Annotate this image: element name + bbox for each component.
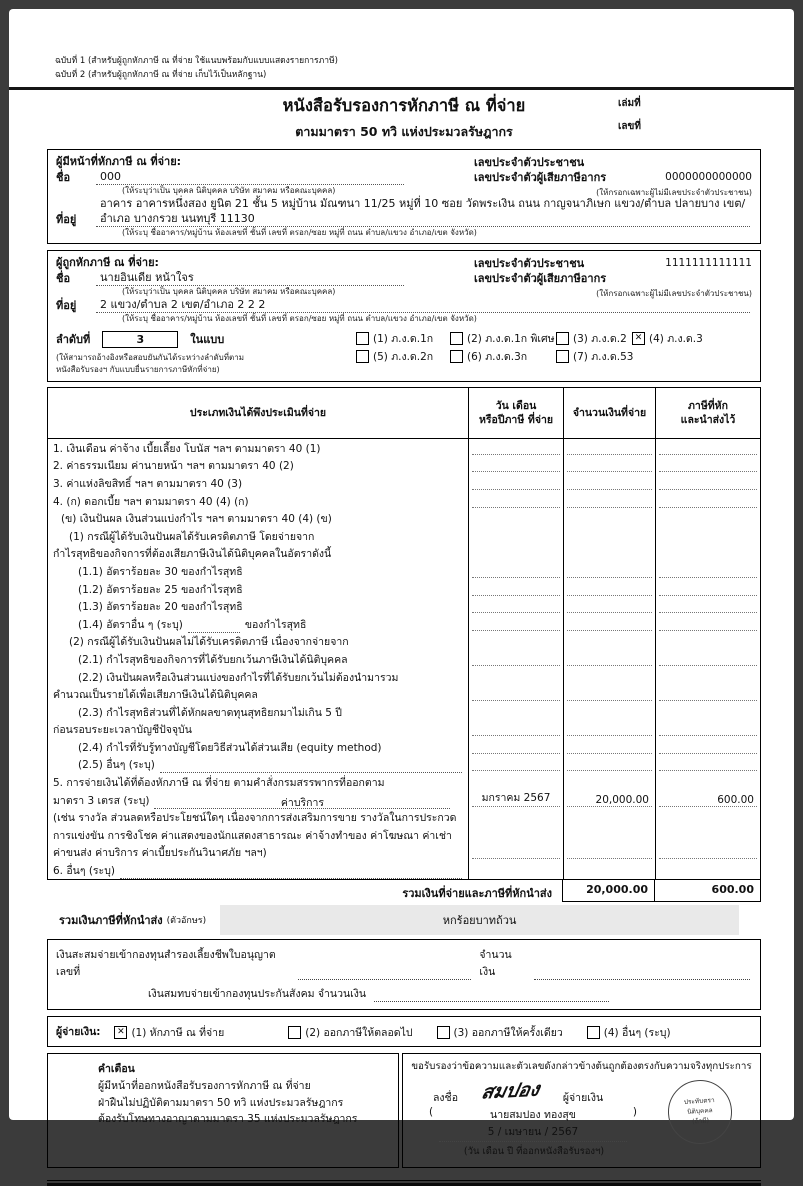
warning-line: ฝ่าฝืนไม่ปฏิบัติตามมาตรา 50 ทวิ แห่งประมวลรัษฎากร [98,1096,344,1109]
income-date-cell [468,545,563,563]
income-tax-cell [655,668,760,686]
income-item-label: กำไรสุทธิของกิจการที่ต้องเสียภาษีเงินได้นิติบุคคลในอัตราดังนี้ [53,548,332,561]
payee-citizen-id-value: 1111111111111 [665,257,752,270]
income-date-cell [468,738,563,756]
checkbox-checked-icon[interactable]: ✕ [114,1026,127,1039]
income-tax-cell [655,439,760,457]
checkbox-label: (2) ออกภาษีให้ตลอดไป [305,1027,413,1040]
income-tax-cell [655,510,760,528]
signer-name: นายสมปอง ทองสุข [490,1109,576,1122]
social-security-amount-field[interactable] [374,989,609,1002]
payee-name-field[interactable]: นายอินเดีย หน้าใจร [96,270,404,286]
certificate-date-field[interactable]: 5 / เมษายน / 2567 [439,1123,627,1142]
income-date-cell [468,580,563,598]
checkbox-checked-icon[interactable]: ✕ [632,332,645,345]
income-amount-cell: 20,000.00 [563,791,655,809]
checkbox-label: (6) ภ.ง.ด.3ก [467,351,528,364]
citizen-id-label: เลขประจำตัวประชาชน [474,257,585,271]
fill-in-value[interactable]: ค่าบริการ [154,795,450,809]
signer-role-label: ผู้จ่ายเงิน [562,1092,604,1105]
income-item-label: 1. เงินเดือน ค่าจ้าง เบี้ยเลี้ยง โบนัส ฯลฯ ตามมาตรา 40 (1) [53,442,321,455]
income-amount-cell [563,686,655,704]
payer-id-column [474,155,752,199]
copy-notes [9,9,794,82]
warning-title: คำเตือน [98,1063,135,1076]
income-amount-cell [563,738,655,756]
checkbox-label: (1) ภ.ง.ด.1ก [373,333,434,346]
checkbox-icon[interactable] [587,1026,600,1039]
income-tax-cell [655,527,760,545]
income-amount-cell [563,703,655,721]
column-header-tax: ภาษีที่หัก และนำส่งไว้ [655,388,760,438]
income-item-label: ก่อนรอบระยะเวลาบัญชีปัจจุบัน [53,724,192,737]
amount-label: จำนวนเงิน [479,949,512,979]
income-date-cell [468,474,563,492]
income-item-label: 2. ค่าธรรมเนียม ค่านายหน้า ฯลฯ ตามมาตรา 40 (2) [53,460,294,473]
income-date-cell: มกราคม 2567 [468,791,563,809]
warning-line: ผู้มีหน้าที่ออกหนังสือรับรองการหักภาษี ณ ที่จ่าย [98,1079,311,1092]
form-title: หนังสือรับรองการหักภาษี ณ ที่จ่าย [282,96,526,116]
income-item-label: (2) กรณีผู้ได้รับเงินปันผลไม่ได้รับเครดิตภาษี เนื่องจากจ่ายจาก [69,636,349,649]
provident-fund-label: เงินสะสมจ่ายเข้ากองทุนสำรองเลี้ยงชีพใบอนุญาตเลขที่ [56,949,276,979]
checkbox-option[interactable] [450,348,556,365]
social-security-label: เงินสมทบจ่ายเข้ากองทุนประกันสังคม จำนวนเงิน [148,988,367,1001]
income-tax-cell [655,545,760,563]
payer-of-funds-label: ผู้จ่ายเงิน: [56,1026,101,1039]
address-caption: (ให้ระบุ ชื่ออาคาร/หมู่บ้าน ห้องเลขที่ ชั้นที่ เลขที่ ตรอก/ซอย หมู่ที่ ถนน ตำบล/แขวง อำเภอ/เขต จังหวัด) [122,314,477,324]
income-item-label: 5. การจ่ายเงินได้ที่ต้องหักภาษี ณ ที่จ่าย ตามคำสั่งกรมสรรพากรที่ออกตาม [53,777,385,790]
payer-section-title: ผู้มีหน้าที่หักภาษี ณ ที่จ่าย: [56,155,182,169]
income-tax-cell [655,703,760,721]
income-item-label: (2.2) เงินปันผลหรือเงินส่วนแบ่งของกำไรที่ได้รับยกเว้นไม่ต้องนำมารวม [78,671,399,684]
checkbox-icon[interactable] [450,332,463,345]
checkbox-label: (3) ภ.ง.ด.2 [573,333,627,346]
in-form-label: ในแบบ [190,333,225,347]
income-tax-cell [655,474,760,492]
checkbox-option[interactable] [556,330,632,347]
income-item-label: การแข่งขัน การชิงโชค ค่าแสดงของนักแสดงสาธารณะ ค่าจ้างทำของ ค่าโฆษณา ค่าเช่า [53,829,452,842]
total-tax-value: 600.00 [654,880,761,902]
total-in-words-value: หกร้อยบาทถ้วน [220,905,739,935]
income-amount-cell [563,826,655,844]
income-amount-cell [563,562,655,580]
fill-in-line[interactable] [188,619,240,633]
provident-amount-field[interactable] [534,967,750,980]
income-tax-cell [655,686,760,704]
income-item-label: (1.2) อัตราร้อยละ 25 ของกำไรสุทธิ [78,583,243,596]
tax-id-label: เลขประจำตัวผู้เสียภาษีอากร [474,272,607,286]
income-item-label: ค่าขนส่ง ค่าบริการ ค่าเบี้ยประกันวินาศภัย ฯลฯ) [53,847,267,860]
income-amount-cell [563,527,655,545]
checkbox-option[interactable] [356,348,450,365]
income-amount-cell [563,668,655,686]
certification-box [402,1053,761,1168]
income-date-cell [468,439,563,457]
payer-section [47,149,761,244]
form-subtitle: ตามมาตรา 50 ทวิ แห่งประมวลรัษฎากร [295,124,513,140]
income-amount-cell [563,809,655,827]
income-tax-cell [655,650,760,668]
income-item-label: (2.1) กำไรสุทธิของกิจการที่ได้รับยกเว้นภาษีเงินได้นิติบุคคล [78,653,348,666]
income-tax-cell [655,773,760,791]
tax-id-label: เลขประจำตัวผู้เสียภาษีอากร [474,171,607,185]
income-amount-cell [563,756,655,774]
income-tax-cell [655,580,760,598]
income-item-label: (1.4) อัตราอื่น ๆ (ระบุ) ของกำไรสุทธิ [78,618,307,631]
income-tax-cell [655,756,760,774]
income-amount-cell [563,633,655,651]
income-tax-cell [655,844,760,862]
date-caption: (วัน เดือน ปี ที่ออกหนังสือรับรองฯ) [463,1146,605,1158]
income-date-cell [468,527,563,545]
payee-id-column [474,256,752,300]
income-date-cell [468,598,563,616]
income-item-label: (1.1) อัตราร้อยละ 30 ของกำไรสุทธิ [78,565,243,578]
income-table-body [48,439,760,879]
income-tax-cell: 600.00 [655,791,760,809]
sequence-note: (ให้สามารถอ้างอิงหรือสอบยันกันได้ระหว่างลำดับที่ตาม หนังสือรับรองฯ กับแบบยื่นรายการภาษีหักที่จ่าย) [56,353,244,375]
income-tax-cell [655,562,760,580]
payment-type-section [47,1016,761,1047]
income-date-cell [468,844,563,862]
document-number-label: เลขที่ [618,121,641,133]
signature: สมปอง [479,1078,542,1104]
checkbox-icon[interactable] [437,1026,450,1039]
income-tax-cell [655,457,760,475]
checkbox-option[interactable] [587,1024,671,1041]
funds-section [47,939,761,1010]
income-date-cell [468,809,563,827]
income-item-label: (ข) เงินปันผล เงินส่วนแบ่งกำไร ฯลฯ ตามมาตรา 40 (4) (ข) [61,513,332,526]
income-tax-cell [655,826,760,844]
payee-section-title: ผู้ถูกหักภาษี ณ ที่จ่าย: [56,256,159,270]
total-words-sublabel: (ตัวอักษร) [166,916,207,927]
sign-label: ลงชื่อ [433,1092,458,1105]
bottom-section [47,1053,761,1168]
income-tax-cell [655,738,760,756]
copy-note-2: ฉบับที่ 2 (สำหรับผู้ถูกหักภาษี ณ ที่จ่าย เก็บไว้เป็นหลักฐาน) [55,69,267,80]
income-amount-cell [563,439,655,457]
income-date-cell [468,562,563,580]
income-amount-cell [563,492,655,510]
income-date-cell [468,756,563,774]
checkbox-icon[interactable] [356,350,369,363]
checkbox-option[interactable] [556,348,632,365]
income-item-label: (1.3) อัตราร้อยละ 20 ของกำไรสุทธิ [78,601,243,614]
column-header-date: วัน เดือน หรือปีภาษี ที่จ่าย [468,388,563,438]
income-item-label: (2.3) กำไรสุทธิส่วนที่ได้หักผลขาดทุนสุทธิยกมาไม่เกิน 5 ปี [78,706,342,719]
fill-in-line[interactable] [120,865,462,879]
income-tax-cell [655,809,760,827]
book-number-label: เล่มที่ [618,98,641,110]
checkbox-option[interactable] [288,1024,412,1041]
income-date-cell [468,686,563,704]
income-date-cell [468,703,563,721]
total-amount-value: 20,000.00 [562,880,654,902]
checkbox-label: (1) หักภาษี ณ ที่จ่าย [131,1027,225,1040]
warning-box [47,1053,399,1168]
income-amount-cell [563,474,655,492]
sequence-label: ลำดับที่ [56,333,91,347]
income-item-label: 4. (ก) ดอกเบี้ย ฯลฯ ตามมาตรา 40 (4) (ก) [53,495,249,508]
sequence-row [56,330,752,376]
income-item-label: (2.5) อื่นๆ (ระบุ) [48,756,468,774]
income-amount-cell [563,598,655,616]
income-tax-cell [655,861,760,879]
income-item-label: (1) กรณีผู้ได้รับเงินปันผลได้รับเครดิตภาษี โดยจ่ายจาก [69,530,315,543]
checkbox-option[interactable] [450,330,556,347]
document-page [9,9,794,1158]
payer-address-field[interactable]: อาคาร อาคารหนึ่งสอง ยูนิต 21 ชั้น 5 หมู่บ้าน มัณฑนา 11/25 หมู่ที่ 10 ซอย วัดพระเงิน ถนน กาญจนาภิเษก แขวง/ตำบล ปลายบาง เขต/อำเภอ บางกรวย นนทบุรี 11130 [96,196,750,227]
income-date-cell [468,492,563,510]
sequence-number-box[interactable]: 3 [102,331,178,348]
checkbox-icon[interactable] [450,350,463,363]
payee-address-field[interactable]: 2 แขวง/ตำบล 2 เขต/อำเภอ 2 2 2 [96,297,750,313]
income-item-label: 6. อื่นๆ (ระบุ) [48,861,468,879]
income-date-cell [468,510,563,528]
provident-license-field[interactable] [298,967,471,980]
payee-section [47,250,761,382]
checkbox-label: (3) ออกภาษีให้ครั้งเดียว [453,1027,563,1040]
income-tax-cell [655,492,760,510]
income-item-label: คำนวณเป็นรายได้เพื่อเสียภาษีเงินได้นิติบุคคล [53,689,258,702]
copy-note-1: ฉบับที่ 1 (สำหรับผู้ถูกหักภาษี ณ ที่จ่าย ใช้แนบพร้อมกับแบบแสดงรายการภาษี) [55,56,338,66]
form-header [47,90,761,145]
income-amount-cell [563,844,655,862]
checkbox-option[interactable] [632,330,752,347]
address-label: ที่อยู่ [56,213,77,227]
name-caption: (ให้ระบุว่าเป็น บุคคล นิติบุคคล บริษัท สมาคม หรือคณะบุคคล) [122,287,336,297]
checkbox-icon[interactable] [356,332,369,345]
income-date-cell [468,668,563,686]
checkbox-icon[interactable] [288,1026,301,1039]
company-seal-placeholder: ประทับตรา นิติบุคคล (ถ้ามี) [666,1078,734,1146]
tax-id-caption: (ให้กรอกเฉพาะผู้ไม่มีเลขประจำตัวประชาชน) [596,289,752,299]
income-amount-cell [563,580,655,598]
income-tax-cell [655,633,760,651]
income-date-cell [468,721,563,739]
payer-name-field[interactable]: 000 [96,169,404,185]
income-amount-cell [563,510,655,528]
checkbox-icon[interactable] [556,332,569,345]
total-label: รวมเงินที่จ่ายและภาษีที่หักนำส่ง [402,887,552,901]
income-tax-cell [655,721,760,739]
income-item-label: 3. ค่าแห่งลิขสิทธิ์ ฯลฯ ตามมาตรา 40 (3) [53,477,243,490]
checkbox-label: (5) ภ.ง.ด.2ก [373,351,434,364]
column-header-income-type: ประเภทเงินได้พึงประเมินที่จ่าย [189,407,327,420]
checkbox-label: (2) ภ.ง.ด.1ก พิเศษ [467,333,555,346]
checkbox-option[interactable] [356,330,450,347]
checkbox-label: (7) ภ.ง.ด.53 [573,351,634,364]
income-tax-cell [655,615,760,633]
certification-statement: ขอรับรองว่าข้อความและตัวเลขดังกล่าวข้างต้นถูกต้องตรงกับความจริงทุกประการ [411,1061,752,1073]
fill-in-line[interactable] [160,759,462,773]
income-date-cell [468,826,563,844]
income-date-cell [468,650,563,668]
warning-line: ต้องรับโทษทางอาญาตามมาตรา 35 แห่งประมวลรัษฎากร [98,1113,358,1126]
income-amount-cell [563,861,655,879]
income-date-cell [468,633,563,651]
income-date-cell [468,457,563,475]
total-words-label: รวมเงินภาษีที่หักนำส่ง [59,914,163,928]
address-caption: (ให้ระบุ ชื่ออาคาร/หมู่บ้าน ห้องเลขที่ ชั้นที่ เลขที่ ตรอก/ซอย หมู่ที่ ถนน ตำบล/แขวง อำเภอ/เขต จังหวัด) [122,228,477,238]
total-in-words-row [47,905,761,935]
income-table [47,387,761,880]
income-item-label: (เช่น รางวัล ส่วนลดหรือประโยชน์ใดๆ เนื่องจากการส่งเสริมการขาย รางวัลในการประกวด [53,812,457,825]
name-label: ชื่อ [56,272,71,286]
income-amount-cell [563,545,655,563]
checkbox-label: (4) ภ.ง.ด.3 [649,333,703,346]
totals-row [47,880,761,902]
income-amount-cell [563,650,655,668]
name-caption: (ให้ระบุว่าเป็น บุคคล นิติบุคคล บริษัท สมาคม หรือคณะบุคคล) [122,186,336,196]
income-amount-cell [563,721,655,739]
income-amount-cell [563,615,655,633]
address-label: ที่อยู่ [56,299,77,313]
checkbox-option[interactable] [114,1024,224,1041]
citizen-id-label: เลขประจำตัวประชาชน [474,156,585,170]
column-header-amount: จำนวนเงินที่จ่าย [563,388,655,438]
income-date-cell [468,615,563,633]
name-label: ชื่อ [56,171,71,185]
income-item-label: (2.4) กำไรที่รับรู้ทางบัญชีโดยวิธีส่วนได้ส่วนเสีย (equity method) [78,741,382,754]
page-rule-bottom-thin [47,1180,761,1181]
checkbox-label: (4) อื่นๆ (ระบุ) [603,1027,671,1040]
income-item-label: มาตรา 3 เตรส (ระบุ) ค่าบริการ [48,791,468,809]
checkbox-icon[interactable] [556,350,569,363]
income-amount-cell [563,773,655,791]
checkbox-option[interactable] [437,1024,563,1041]
payer-tax-id-value: 0000000000000 [665,171,752,184]
income-amount-cell [563,457,655,475]
payment-type-checkboxes [114,1022,670,1041]
signer-name-row: ( นายสมปอง ทองสุข ) [429,1106,637,1122]
tax-id-caption: (ให้กรอกเฉพาะผู้ไม่มีเลขประจำตัวประชาชน) [596,188,752,198]
income-table-header [48,388,760,439]
income-date-cell [468,861,563,879]
income-tax-cell [655,598,760,616]
